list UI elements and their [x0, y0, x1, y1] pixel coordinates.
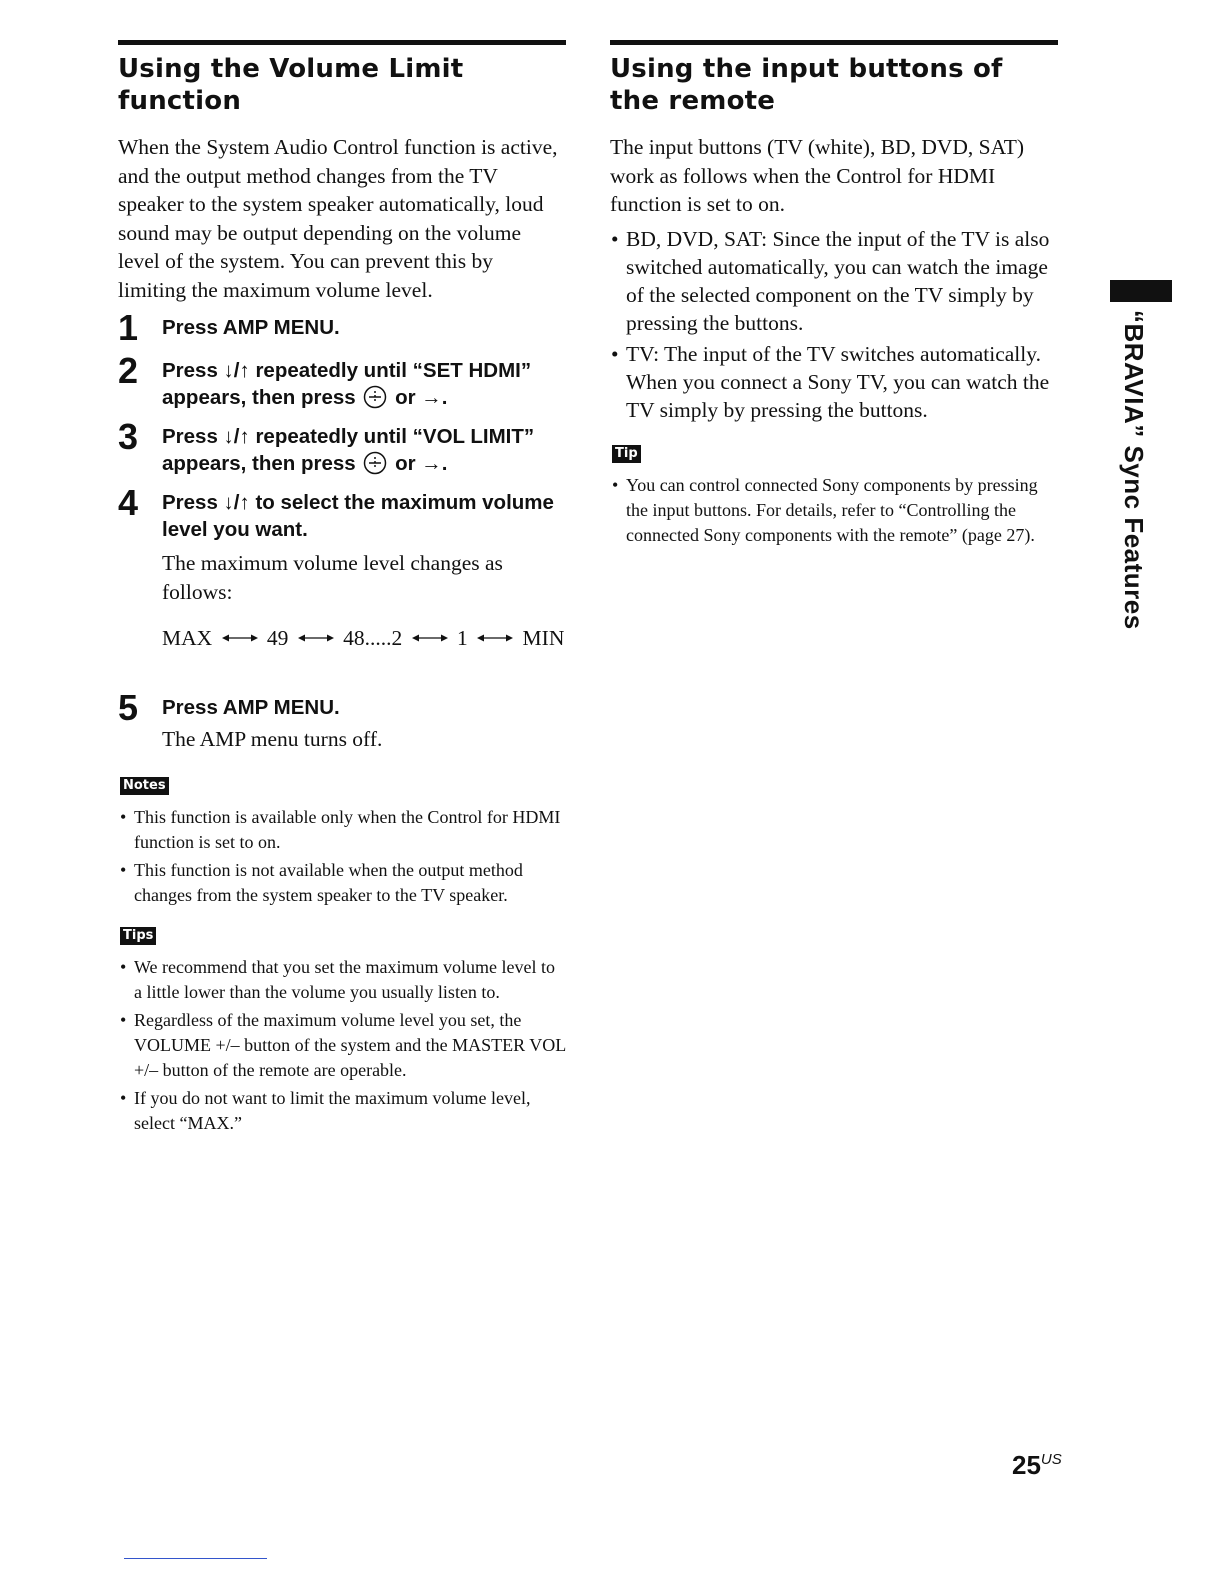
- section-rule: [610, 40, 1058, 45]
- step-instruction: Press ↓/↑ to select the maximum volume level you want.: [162, 491, 554, 541]
- step-instruction: [162, 423, 566, 477]
- step-number: 2: [118, 350, 139, 391]
- list-item: • If you do not want to limit the maximum volume level, select “MAX.”: [118, 1086, 566, 1136]
- volume-limit-heading: Using the Volume Limit function: [118, 54, 464, 116]
- right-column: [610, 40, 1058, 551]
- step-instruction-pre: Press ↓/↑ repeatedly until “VOL LIMIT” appears, then press: [162, 425, 535, 475]
- tip-badge: Tip: [612, 445, 641, 463]
- section-tab-marker: [1110, 280, 1172, 302]
- sequence-value: MIN: [522, 626, 565, 650]
- tips-section: [118, 926, 566, 1136]
- step-number: 4: [118, 482, 139, 523]
- step-description: The maximum volume level changes as follows:: [162, 551, 503, 604]
- sequence-value: 49: [266, 626, 289, 650]
- list-item: • BD, DVD, SAT: Since the input of the TV is also switched automatically, you can watch the image of the selected component on the TV simply by pressing the buttons.: [610, 225, 1058, 337]
- tips-badge: Tips: [120, 927, 156, 945]
- step-2: [118, 350, 566, 411]
- step-3: [118, 416, 566, 477]
- left-column: [118, 40, 566, 1139]
- list-item: • We recommend that you set the maximum volume level to a little lower than the volume you usually listen to.: [118, 955, 566, 1005]
- notes-section: [118, 776, 566, 908]
- sequence-value: 48.....2: [343, 626, 403, 650]
- step-number: 5: [118, 687, 139, 728]
- tip-section: [610, 444, 1058, 548]
- step-instruction-pre: Press ↓/↑ repeatedly until “SET HDMI” appears, then press: [162, 359, 532, 409]
- step-instruction-post: or →.: [395, 452, 448, 475]
- section-tab-label: “BRAVIA” Sync Features: [1119, 310, 1149, 630]
- list-item: • This function is not available when the output method changes from the system speaker to the TV speaker.: [118, 858, 566, 908]
- list-item: • This function is available only when the Control for HDMI function is set to on.: [118, 805, 566, 855]
- input-buttons-intro: The input buttons (TV (white), BD, DVD, SAT) work as follows when the Control for HDMI function is set to on.: [610, 135, 1025, 216]
- page-number-suffix: US: [1040, 1451, 1062, 1468]
- step-instruction: [162, 357, 566, 411]
- double-arrow-icon: [222, 633, 258, 643]
- list-item: • TV: The input of the TV switches automatically. When you connect a Sony TV, you can watch the TV simply by pressing the buttons.: [610, 340, 1058, 424]
- step-instruction-post: or →.: [395, 386, 448, 409]
- step-description: The AMP menu turns off.: [162, 727, 383, 751]
- sequence-value: 1: [457, 626, 468, 650]
- step-number: 1: [118, 307, 139, 348]
- tip-list: [610, 473, 1058, 548]
- list-item: • You can control connected Sony components by pressing the input buttons. For details, refer to “Controlling the connected Sony components with the remote” (page 27).: [610, 473, 1058, 548]
- sequence-value: MAX: [162, 626, 213, 650]
- list-item: • Regardless of the maximum volume level you set, the VOLUME +/– button of the system and the MASTER VOL +/– button of the remote are operable.: [118, 1008, 566, 1083]
- input-buttons-heading: Using the input buttons of the remote: [610, 54, 1003, 116]
- input-buttons-list: [610, 225, 1058, 424]
- step-instruction: Press AMP MENU.: [162, 316, 340, 339]
- step-number: 3: [118, 416, 139, 457]
- volume-limit-intro: When the System Audio Control function is active, and the output method changes from the TV speaker to the system speaker automatically, loud sound may be output depending on the volume level of the system. You can prevent this by limiting the maximum volume level.: [118, 135, 558, 302]
- double-arrow-icon: [477, 633, 513, 643]
- double-arrow-icon: [298, 633, 334, 643]
- section-rule: [118, 40, 566, 45]
- footer-line: [124, 1558, 267, 1559]
- tips-list: [118, 955, 566, 1136]
- enter-button-icon: [363, 385, 387, 409]
- double-arrow-icon: [412, 633, 448, 643]
- volume-sequence: [162, 624, 566, 652]
- page-number: [1012, 1450, 1062, 1481]
- step-5: [118, 687, 566, 754]
- step-instruction: Press AMP MENU.: [162, 696, 340, 719]
- notes-list: [118, 805, 566, 908]
- step-4: [118, 482, 566, 606]
- notes-badge: Notes: [120, 777, 169, 795]
- enter-button-icon: [363, 451, 387, 475]
- step-1: [118, 307, 566, 348]
- page-number-value: 25: [1012, 1450, 1041, 1480]
